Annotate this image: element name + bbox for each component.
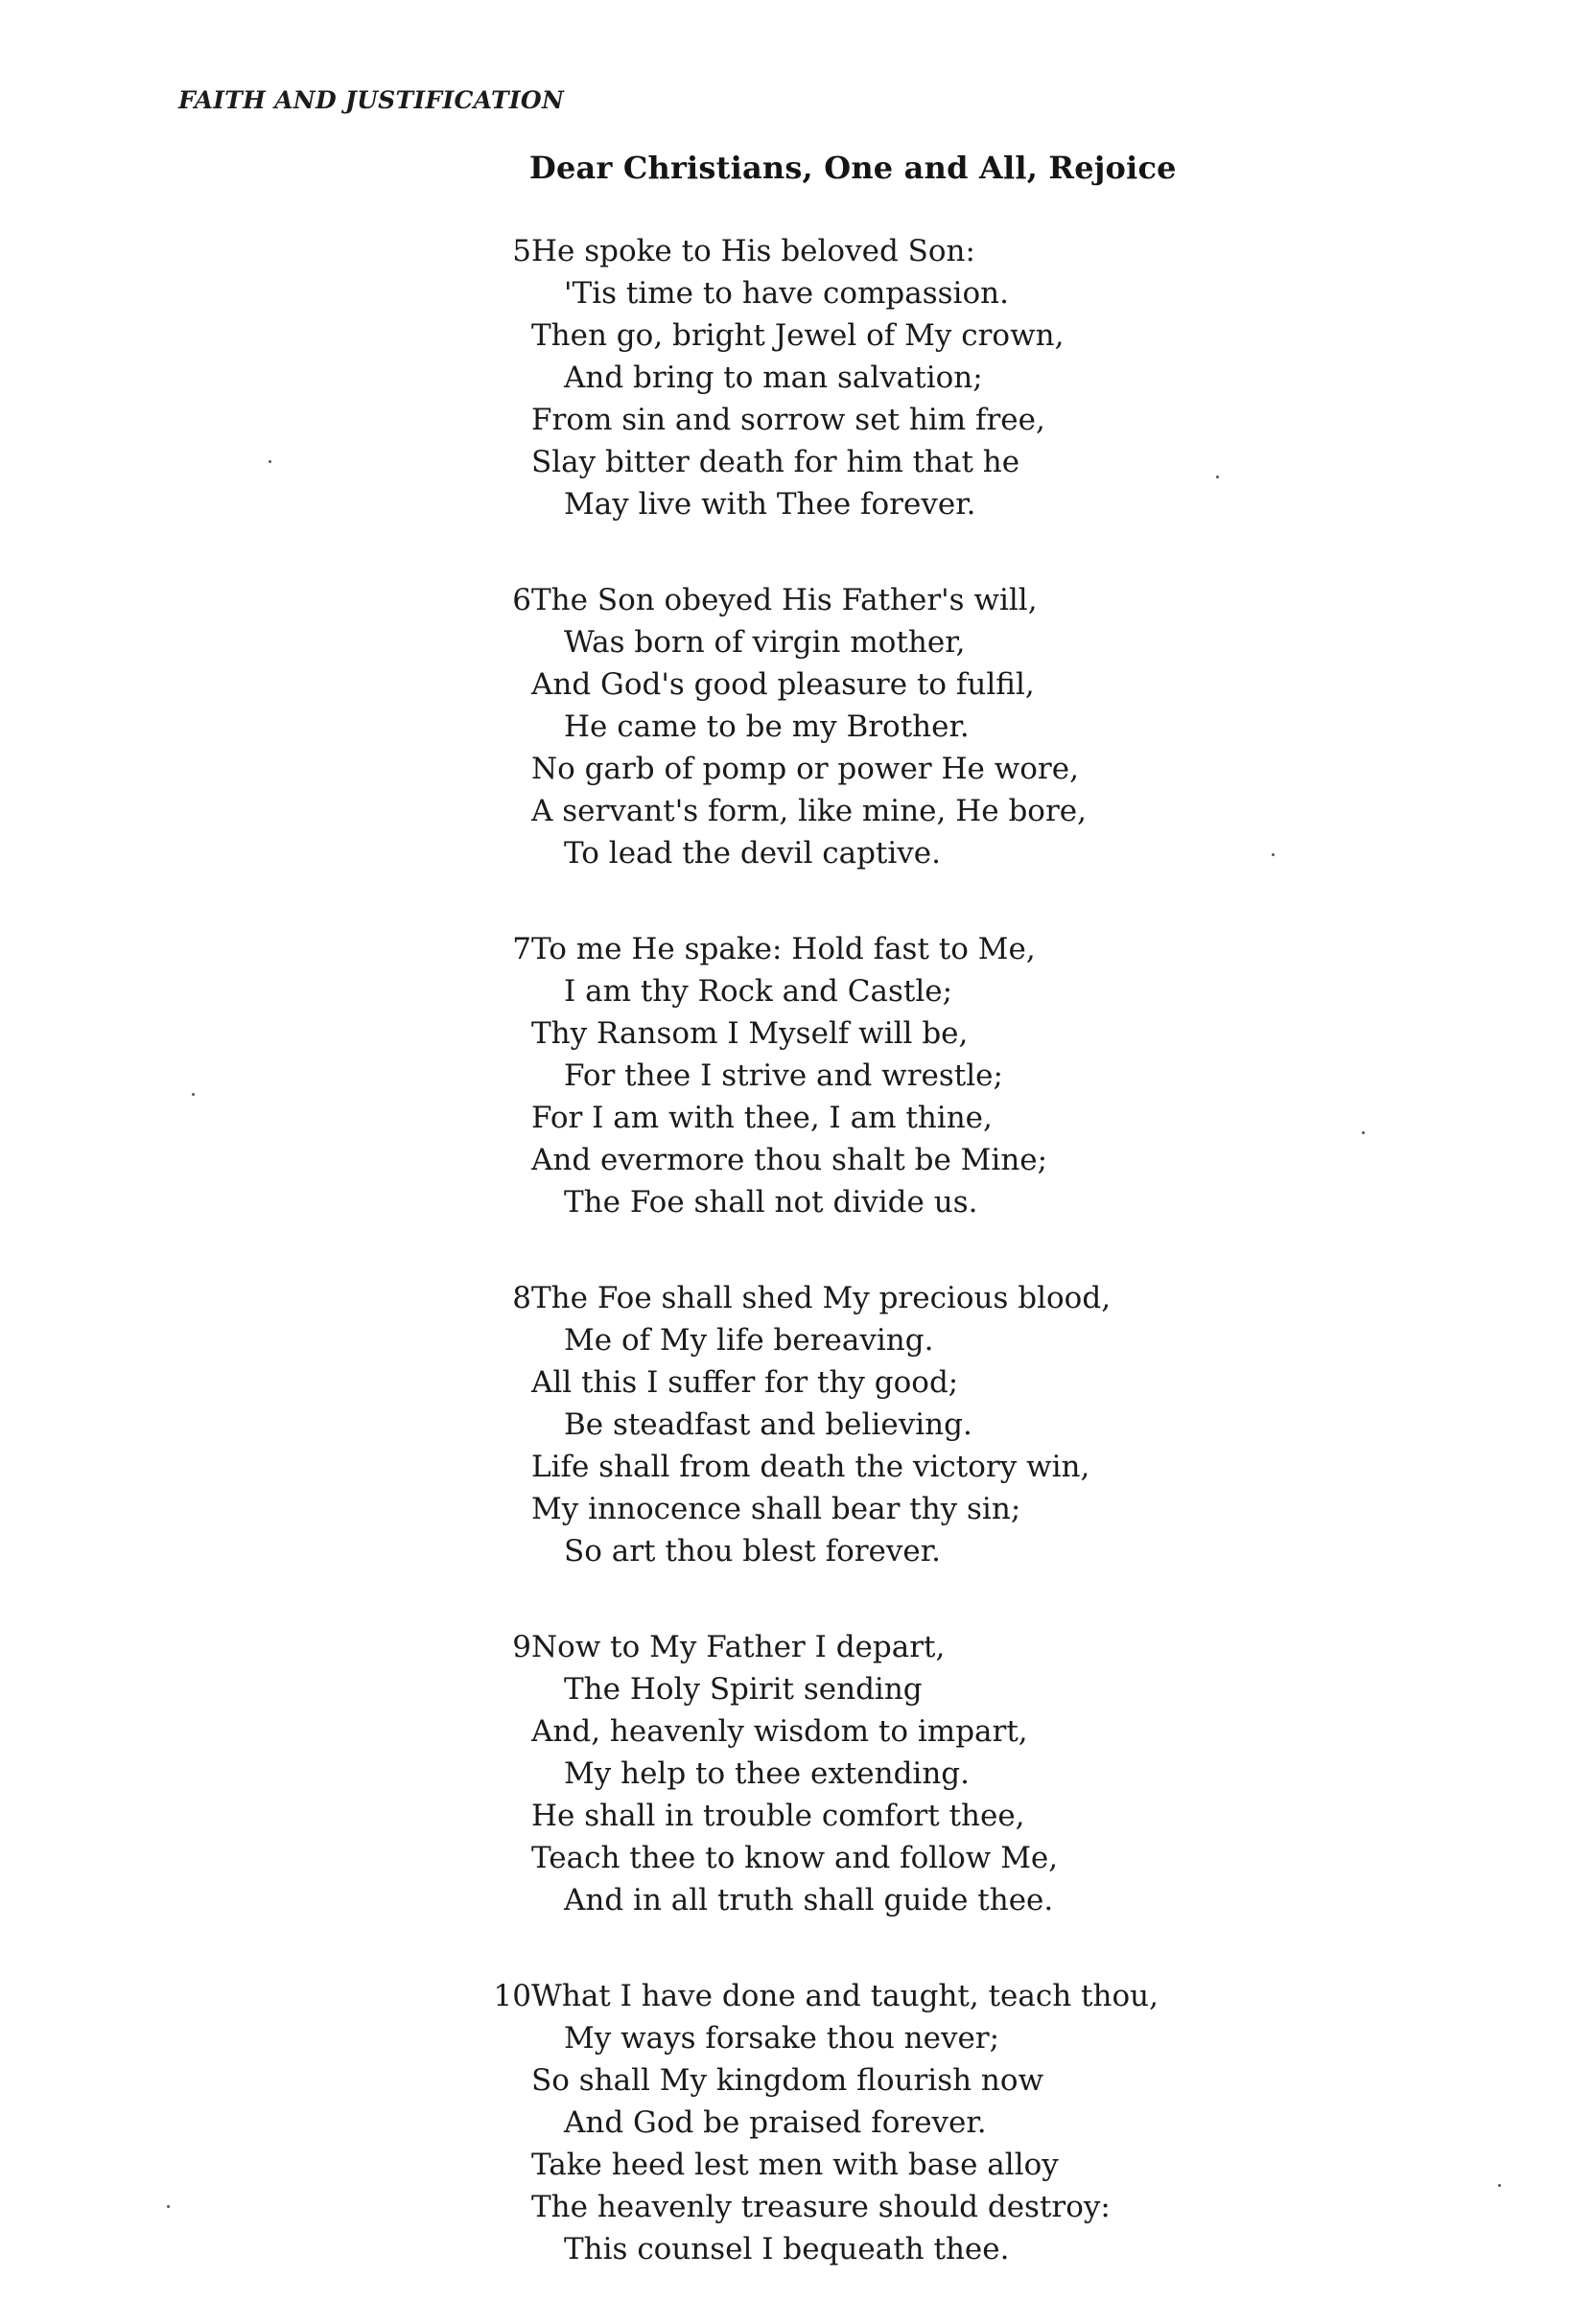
stanza-lines [531,1626,1352,1921]
verse-line: He shall in trouble comfort thee, [531,1799,1025,1833]
stanza [489,1277,1352,1572]
stanza-lines [531,1277,1352,1572]
paper-speck [1216,476,1219,478]
stanza [489,1626,1352,1921]
verse-line: Was born of virgin mother, [564,625,966,660]
stanza [489,928,1352,1223]
stanza-lines [531,230,1352,525]
verse-line: He spoke to His beloved Son: [531,234,975,268]
verse-line: So shall My kingdom flourish now [531,2063,1044,2098]
verse-line: And evermore thou shalt be Mine; [531,1143,1048,1177]
verse-line: And bring to man salvation; [564,360,983,395]
verse-line: 'Tis time to have compassion. [564,276,1009,311]
verse-line: The Son obeyed His Father's will, [531,583,1038,617]
paper-speck [1272,853,1275,856]
stanza-number: 6 [512,583,531,617]
verse-line: Now to My Father I depart, [531,1630,946,1664]
stanza-number: 10 [493,1979,531,2013]
verse-line: So art thou blest forever. [564,1534,942,1569]
verse-line: And God's good pleasure to fulfil, [531,667,1035,702]
verse-line: A servant's form, like mine, He bore, [531,794,1087,828]
hymn-title: Dear Christians, One and All, Rejoice [529,150,1177,186]
verse-line: From sin and sorrow set him free, [531,403,1045,437]
verse-line: The Holy Spirit sending [564,1672,923,1707]
verse-line: No garb of pomp or power He wore, [531,752,1079,786]
paper-speck [1362,1131,1365,1134]
stanza [489,1975,1352,2270]
stanza-number: 8 [512,1281,531,1315]
paper-speck [167,2205,170,2208]
verse-line: The heavenly treasure should destroy: [531,2190,1111,2224]
verse-line: Thy Ransom I Myself will be, [531,1016,969,1051]
verse-line: Take heed lest men with base alloy [531,2148,1059,2182]
stanza-number: 7 [512,932,531,966]
verse-line: For thee I strive and wrestle; [564,1058,1003,1093]
verse-line: And, heavenly wisdom to impart, [531,1714,1028,1749]
verse-line: The Foe shall shed My precious blood, [531,1281,1112,1315]
verse-line: Me of My life bereaving. [564,1323,934,1358]
verse-line: This counsel I bequeath thee. [564,2232,1010,2266]
verse-line: For I am with thee, I am thine, [531,1101,993,1135]
verse-line: Life shall from death the victory win, [531,1450,1090,1484]
stanza-number: 9 [512,1630,531,1664]
verse-line: To lead the devil captive. [564,836,942,871]
stanza-lines [531,579,1352,874]
verse-line: And God be praised forever. [564,2105,987,2140]
stanza-lines [531,928,1352,1223]
paper-speck [269,460,271,463]
verse-line: Slay bitter death for him that he [531,445,1020,479]
section-header: FAITH AND JUSTIFICATION [178,86,565,114]
verse-line: My ways forsake thou never; [564,2021,1000,2056]
paper-speck [1498,2184,1501,2187]
stanza [489,230,1352,525]
stanza-list [489,230,1352,2324]
verse-line: And in all truth shall guide thee. [564,1883,1054,1917]
verse-line: He came to be my Brother. [564,709,970,744]
verse-line: May live with Thee forever. [564,487,976,522]
verse-line: Then go, bright Jewel of My crown, [531,318,1065,353]
verse-line: My innocence shall bear thy sin; [531,1492,1021,1526]
stanza-lines [531,1975,1352,2270]
verse-line: I am thy Rock and Castle; [564,974,953,1009]
stanza [489,579,1352,874]
verse-line: My help to thee extending. [564,1756,970,1791]
verse-line: Be steadfast and believing. [564,1407,972,1442]
paper-speck [192,1093,195,1096]
verse-line: What I have done and taught, teach thou, [531,1979,1159,2013]
verse-line: To me He spake: Hold fast to Me, [531,932,1036,966]
stanza-number: 5 [512,234,531,268]
verse-line: The Foe shall not divide us. [564,1185,978,1220]
verse-line: Teach thee to know and follow Me, [531,1841,1059,1875]
verse-line: All this I suffer for thy good; [531,1365,959,1400]
